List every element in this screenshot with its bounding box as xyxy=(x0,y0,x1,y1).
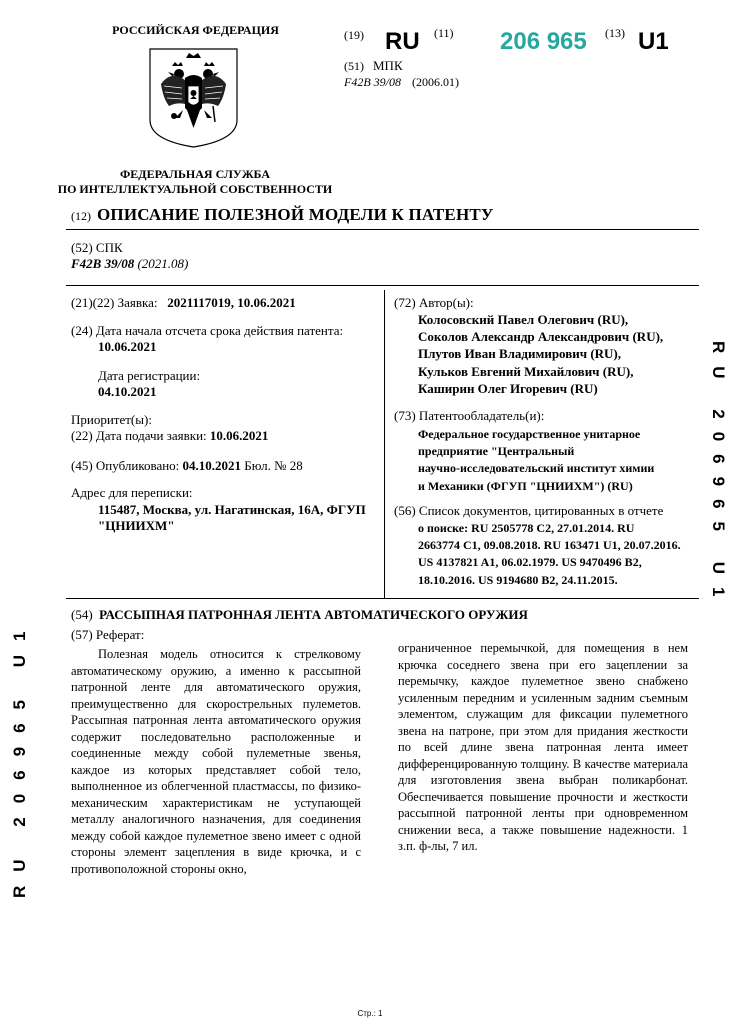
published-label: (45) Опубликовано: xyxy=(71,458,180,473)
mpk-version: (2006.01) xyxy=(412,75,459,89)
country-code: RU xyxy=(385,28,420,55)
holder-line: предприятие "Центральный xyxy=(418,444,575,459)
term-label: (24) Дата начала отсчета срока действия патента: xyxy=(71,323,344,338)
cpc-label: (52) СПК xyxy=(71,240,123,255)
cited-line: о поиске: RU 2505778 C2, 27.01.2014. RU xyxy=(418,521,635,535)
cpc-version: (2021.08) xyxy=(137,256,189,271)
cited-label: (56) Список документов, цитированных в отчете xyxy=(394,503,664,518)
divider-middle xyxy=(66,285,699,286)
right-vertical-text: RU 206965 U1 xyxy=(709,341,728,610)
patent-number: 206 965 xyxy=(500,28,587,55)
mpk-class: F42B 39/08 xyxy=(344,75,401,89)
priority-label: Приоритет(ы): xyxy=(71,412,152,427)
country-name: РОССИЙСКАЯ ФЕДЕРАЦИЯ xyxy=(112,23,279,37)
holder-name xyxy=(394,426,708,495)
address-line-2: "ЦНИИХМ" xyxy=(98,518,175,533)
right-margin-number xyxy=(705,341,735,610)
code-51: (51) xyxy=(344,59,364,73)
title-text: ОПИСАНИЕ ПОЛЕЗНОЙ МОДЕЛИ К ПАТЕНТУ xyxy=(97,205,494,224)
author: Плутов Иван Владимирович (RU), xyxy=(418,346,621,362)
application-label: (21)(22) Заявка: xyxy=(71,295,158,310)
coat-of-arms-emblem xyxy=(149,48,238,148)
registration-value: 04.10.2021 xyxy=(98,384,157,399)
registration-label: Дата регистрации: xyxy=(98,368,201,383)
published-value: 04.10.2021 xyxy=(182,458,242,473)
term-value: 10.06.2021 xyxy=(98,339,157,354)
agency-line-1: ФЕДЕРАЛЬНАЯ СЛУЖБА xyxy=(120,167,270,181)
holder-line: Федеральное государственное унитарное xyxy=(418,427,641,441)
author: Соколов Александр Александрович (RU), xyxy=(418,329,664,345)
address-line-1: 115487, Москва, ул. Нагатинская, 16А, ФГУП xyxy=(98,502,366,517)
authors-label: (72) Автор(ы): xyxy=(394,295,474,310)
application-value: 2021117019, 10.06.2021 xyxy=(167,295,296,310)
author: Каширин Олег Игоревич (RU) xyxy=(418,380,598,396)
address-label: Адрес для переписки: xyxy=(71,485,193,500)
cpc-value xyxy=(71,256,188,272)
abstract-label: (57) Реферат: xyxy=(71,627,145,642)
abstract-column-1: Полезная модель относится к стрелковому автоматическому оружию, а именно к рассыпной патронной ленте для автоматического оружия, преимущественно для скорострельных пулеметов. Рассыпная патронная лента автоматического оружия содержит последовательно расположенные и соединенные между собой пулеметные звенья, каждое из которых представляет собой тело, выполненное из облегченной пластмассы, по физико-механическим характеристикам не уступающей металлу аналогичного назначения, для соединения между собой каждое пулеметное звено имеет с одной стороны элемент зацепления в виде крючка, и с противоположной стороны окно, xyxy=(71,647,361,876)
invention-title-row xyxy=(71,607,528,623)
agency-line-2: ПО ИНТЕЛЛЕКТУАЛЬНОЙ СОБСТВЕННОСТИ xyxy=(57,182,333,196)
title-code: (12) xyxy=(71,209,91,223)
holder-label: (73) Патентообладатель(и): xyxy=(394,408,545,423)
invention-code: (54) xyxy=(71,607,93,622)
published-row xyxy=(71,458,376,474)
cited-line: 18.10.2016. US 9194680 B2, 24.11.2015. xyxy=(418,572,618,587)
code-13: (13) xyxy=(605,26,625,40)
page-number: Стр.: 1 xyxy=(357,1009,383,1018)
abstract-column-2: ограниченное перемычкой, для помещения в нем крючка соседнего звена при его зацеплении за перемычку, каждое пулеметное звено снабжено усиленным передним и усиленным задним съемным элементом, служащим для фиксации пулеметного звена на патроне, при этом для придания жесткости по всей длине звена патронная лента имеет дифференцированную толщину. В качестве материала для изготовления звена выбран поликарбонат. Обеспечивается повышение прочности и жесткости рассыпной патронной ленты при одновременном снижении веса, а также повышение надежности. 1 з.п. ф-лы, 7 ил. xyxy=(398,641,688,853)
cpc-class: F42B 39/08 xyxy=(71,256,135,271)
agency-name xyxy=(50,167,340,197)
divider-top xyxy=(66,229,699,230)
left-margin-number xyxy=(8,617,38,900)
filing-value: 10.06.2021 xyxy=(209,428,269,443)
cited-documents xyxy=(394,520,718,589)
cited-line: US 4137821 A1, 06.02.1979. US 9470496 B2, xyxy=(418,555,642,570)
left-vertical-text: RU 206965 U1 xyxy=(10,617,29,898)
authors-list xyxy=(394,311,708,397)
holder-line: научно-исследовательский институт химии xyxy=(418,461,655,476)
filing-label: (22) Дата подачи заявки: xyxy=(71,428,207,443)
invention-title: РАССЫПНАЯ ПАТРОННАЯ ЛЕНТА АВТОМАТИЧЕСКОГО ОРУЖИЯ xyxy=(99,607,528,622)
filing-row xyxy=(71,428,376,444)
divider-bottom xyxy=(66,598,699,599)
code-19: (19) xyxy=(344,28,364,42)
author: Колосовский Павел Олегович (RU), xyxy=(418,312,629,327)
mpk-label: МПК xyxy=(373,58,403,73)
application-row xyxy=(71,295,376,311)
kind-code: U1 xyxy=(638,28,669,55)
author: Кульков Евгений Михайлович (RU), xyxy=(418,363,634,379)
bulletin: Бюл. № 28 xyxy=(244,458,303,473)
document-title xyxy=(71,205,494,225)
cited-line: 2663774 C1, 09.08.2018. RU 163471 U1, 20.07.2016. xyxy=(418,538,681,553)
column-divider xyxy=(384,290,385,598)
code-11: (11) xyxy=(434,26,454,40)
holder-line: и Механики (ФГУП "ЦНИИХМ") (RU) xyxy=(418,478,633,493)
